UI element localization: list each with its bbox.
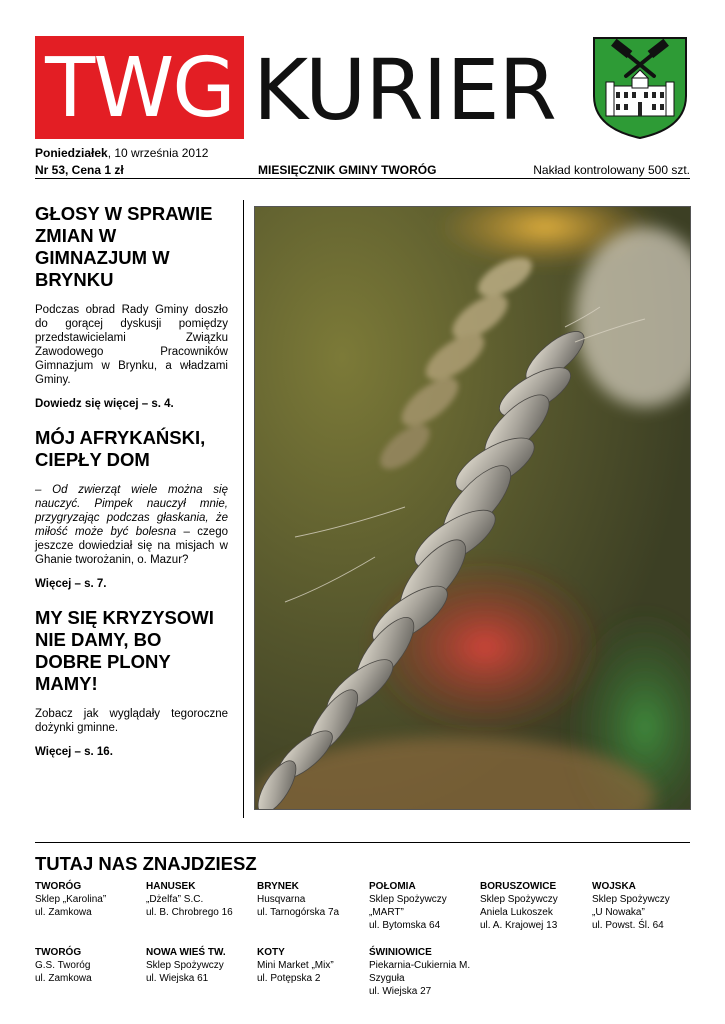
location-line: ul. A. Krajowej 13 [480,920,558,931]
location-line: G.S. Tworóg [35,960,91,971]
article-1 [35,203,228,411]
article-1-more[interactable]: Dowiedz się więcej – s. 4. [35,398,174,410]
location-line: ul. Zamkowa [35,973,92,984]
article-3-more[interactable]: Więcej – s. 16. [35,746,113,758]
location-line: Husqvarna [257,894,306,905]
dateline [35,146,208,160]
location-name: NOWA WIEŚ TW. [146,947,226,958]
location-item [35,880,147,919]
article-3-title: MY SIĘ KRYZYSOWI NIE DAMY, BO DOBRE PLONY MAMY! [35,607,214,694]
footer-divider [35,842,690,843]
locations-title: TUTAJ NAS ZNAJDZIESZ [35,853,257,874]
location-item [35,946,147,985]
article-2-lead-rest: – czego jeszcze dowiedział się na misjach w Ghanie tworożanin, o. Mazur? [35,526,228,566]
masthead-kurier: KURIER [253,41,556,139]
location-line: Aniela Lukoszek [480,907,553,918]
location-line: Sklep Spożywczy [146,960,224,971]
articles-column [35,203,228,775]
location-line: „MART” [369,907,404,918]
article-2-more[interactable]: Więcej – s. 7. [35,578,107,590]
location-item [592,880,704,932]
location-name: ŚWINIOWICE [369,947,432,958]
article-2 [35,427,228,591]
location-line: Sklep Spożywczy [480,894,558,905]
cover-photo [254,206,691,810]
location-item [146,946,258,985]
location-line: ul. Powst. Śl. 64 [592,920,664,931]
location-name: TWORÓG [35,881,82,892]
location-name: TWORÓG [35,947,82,958]
masthead-twg: TWG [45,41,234,136]
masthead-twg-box [35,36,244,139]
location-item [369,946,481,998]
location-name: HANUSEK [146,881,196,892]
location-item [257,880,369,919]
article-3-lead: Zobacz jak wyglądały tegoroczne dożynki gminne. [35,708,228,734]
article-2-title: MÓJ AFRYKAŃSKI, CIEPŁY DOM [35,427,206,470]
location-line: ul. Wiejska 27 [369,986,432,997]
location-line: ul. Wiejska 61 [146,973,209,984]
location-item [146,880,258,919]
location-name: WOJSKA [592,881,636,892]
date-day: Poniedziałek [35,146,108,160]
location-item [257,946,369,985]
issue-price: Nr 53, Cena 1 zł [35,163,124,177]
location-line: Sklep Spożywczy [592,894,670,905]
article-2-lead [35,483,228,567]
wheat-photo-image [255,207,690,809]
location-line: ul. Zamkowa [35,907,92,918]
article-3 [35,607,228,759]
location-name: POŁOMIA [369,881,416,892]
location-name: BORUSZOWICE [480,881,557,892]
location-name: BRYNEK [257,881,299,892]
location-name: KOTY [257,947,285,958]
location-line: Mini Market „Mix” [257,960,334,971]
location-line: Piekarnia-Cukiernia M. Szyguła [369,960,471,984]
article-1-title: GŁOSY W SPRAWIE ZMIAN W GIMNAZJUM W BRYNKU [35,203,213,290]
location-line: ul. Bytomska 64 [369,920,441,931]
location-line: ul. B. Chrobrego 16 [146,907,233,918]
circulation: Nakład kontrolowany 500 szt. [533,163,690,177]
article-2-quote: – Od zwierząt wiele można się nauczyć. Pimpek nauczył mnie, przygryzając podczas głaskania, że miłość może być bolesna [35,484,228,538]
location-line: Sklep „Karolina” [35,894,107,905]
monthly-label: MIESIĘCZNIK GMINY TWORÓG [258,163,437,177]
location-item [369,880,481,932]
location-line: „U Nowaka” [592,907,645,918]
article-1-lead: Podczas obrad Rady Gminy doszło do gorącej dyskusji pomiędzy przedstawicielami Związku Zawodowego Pracowników Gimnazjum w Brynku, a władzami Gminy. [35,304,228,386]
location-line: ul. Potępska 2 [257,973,321,984]
column-divider [243,200,244,818]
coat-of-arms-icon [592,36,688,140]
location-line: ul. Tarnogórska 7a [257,907,340,918]
header-divider [35,178,690,179]
date-rest: , 10 września 2012 [107,146,209,160]
location-item [480,880,592,932]
location-line: „Dżelfa” S.C. [146,894,204,905]
location-line: Sklep Spożywczy [369,894,447,905]
